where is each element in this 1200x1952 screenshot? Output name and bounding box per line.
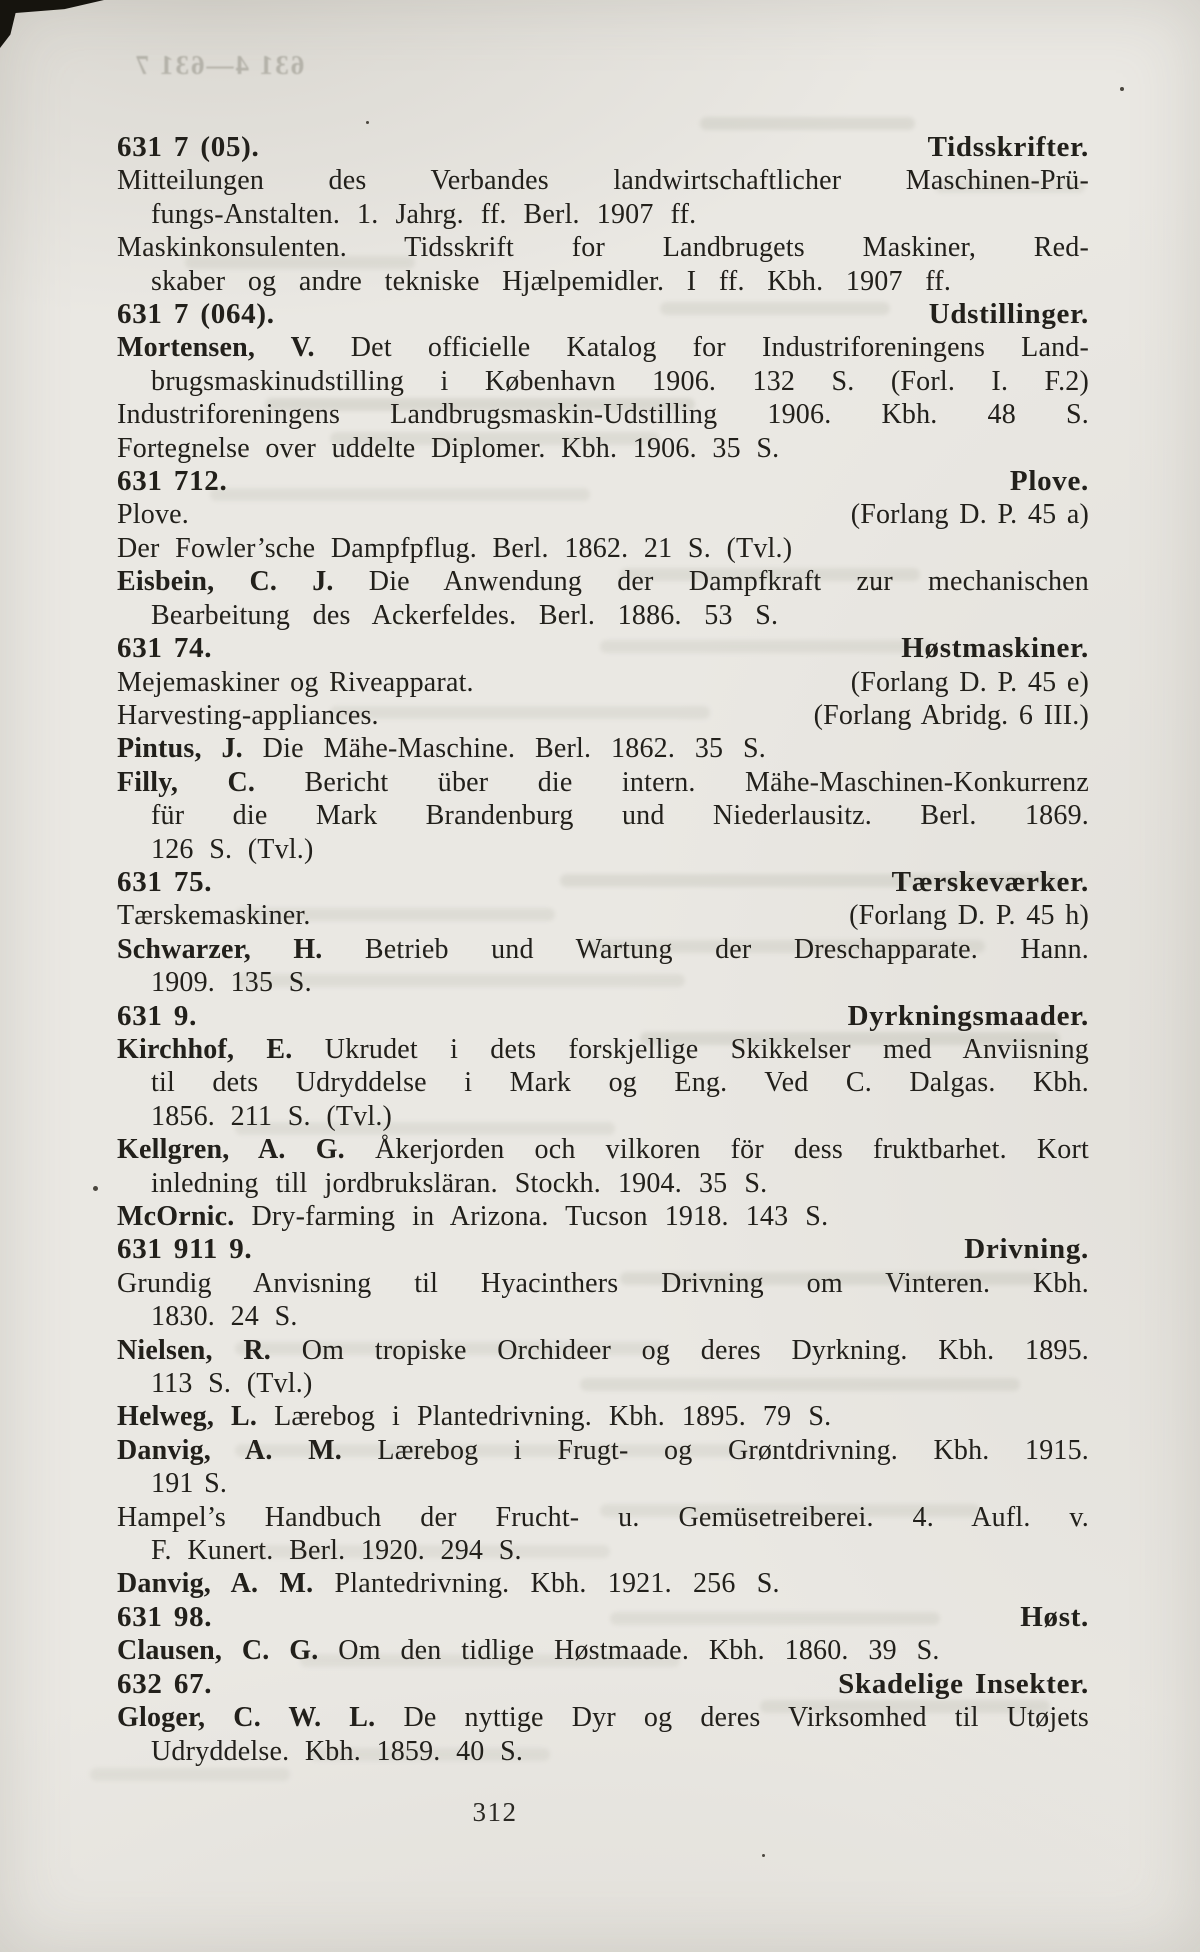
entry-text: Bericht über die intern. Mähe-Maschinen-Konkurrenz (304, 766, 1089, 798)
entry-text: Det officielle Katalog for Industriforeningens Land- (350, 332, 1089, 364)
entry-line (117, 799, 1089, 832)
cross-reference-row (117, 666, 1089, 699)
bleedthrough-running-head: 631 4—631 7 (133, 50, 305, 80)
entry-line (117, 1267, 1089, 1300)
shelf-reference: (Forlang D. P. 45 a) (850, 499, 1089, 531)
section-label: Udstillinger. (928, 298, 1089, 331)
author-name: Kellgren, A. G. (117, 1134, 345, 1166)
classification-number: 631 7 (064). (117, 298, 275, 331)
entry-text: Bearbeitung des Ackerfeldes. Berl. 1886. 53 S. (151, 599, 779, 631)
author-name: Pintus, J. (117, 733, 243, 765)
entry-text: Lærebog i Plantedrivning. Kbh. 1895. 79 S. (274, 1401, 832, 1433)
entry-line (117, 1033, 1089, 1066)
classification-number: 632 67. (117, 1667, 213, 1700)
entry-line (117, 365, 1089, 398)
section-heading-row (117, 1601, 1089, 1634)
entry-text: De nyttige Dyr og deres Virksomhed til Utøjets (403, 1702, 1090, 1734)
entry-line (117, 1735, 1089, 1768)
entry-line (117, 1701, 1089, 1734)
entry-text: Om den tidlige Høstmaade. Kbh. 1860. 39 S. (338, 1635, 940, 1667)
entry-line (117, 164, 1089, 197)
author-name: Helweg, L. (117, 1401, 258, 1433)
section-label: Drivning. (964, 1233, 1089, 1266)
section-label: Høstmaskiner. (901, 632, 1089, 665)
entry-line (117, 198, 1089, 231)
author-name: Danvig, A. M. (117, 1568, 314, 1600)
cross-reference-row (117, 699, 1089, 732)
entry-text: Die Anwendung der Dampfkraft zur mechanischen (368, 566, 1089, 598)
entry-line (117, 1133, 1089, 1166)
entry-line (117, 1501, 1089, 1534)
entry-text: 1909. 135 S. (151, 967, 312, 999)
entry-text: Fortegnelse over uddelte Diplomer. Kbh. 1906. 35 S. (117, 432, 780, 464)
classification-number: 631 7 (05). (117, 131, 260, 163)
author-name: Mortensen, V. (117, 332, 315, 364)
entry-text: Die Mähe-Maschine. Berl. 1862. 35 S. (262, 733, 767, 765)
entry-text: Maskinkonsulenten. Tidsskrift for Landbrugets Maskiner, Red- (117, 232, 1089, 264)
entry-text: Hampel’s Handbuch der Frucht- u. Gemüsetreiberei. 4. Aufl. v. (117, 1501, 1089, 1533)
section-heading-row (117, 298, 1089, 331)
shelf-reference: (Forlang D. P. 45 h) (849, 900, 1089, 932)
entry-line (117, 231, 1089, 264)
section-heading-row (117, 465, 1089, 498)
entry-text: Plantedrivning. Kbh. 1921. 256 S. (334, 1568, 780, 1600)
entry-line (117, 1567, 1089, 1600)
entry-line (117, 565, 1089, 598)
section-heading-row (117, 632, 1089, 665)
section-label: Dyrkningsmaader. (847, 999, 1089, 1032)
entry-text: Industriforeningens Landbrugsmaskin-Udstilling 1906. Kbh. 48 S. (117, 399, 1089, 431)
classification-number: 631 712. (117, 465, 228, 498)
entry-line (117, 1467, 1089, 1500)
section-label: Plove. (1009, 465, 1089, 498)
entry-text: fungs-Anstalten. 1. Jahrg. ff. Berl. 1907 ff. (151, 198, 697, 230)
entry-line (117, 599, 1089, 632)
author-name: Gloger, C. W. L. (117, 1702, 376, 1734)
entry-line (117, 1367, 1089, 1400)
entry-line (117, 1200, 1089, 1233)
entry-text: Om tropiske Orchideer og deres Dyrkning. Kbh. 1895. (301, 1334, 1090, 1366)
section-label: Tidsskrifter. (927, 131, 1089, 163)
entry-text: Mitteilungen des Verbandes landwirtschaftlicher Maschinen-Prü- (117, 165, 1089, 197)
page-number: 312 (472, 1797, 518, 1827)
subject-term: Plove. (117, 499, 189, 531)
entry-line (117, 966, 1089, 999)
author-name: Nielsen, R. (117, 1334, 272, 1366)
entry-text: 113 S. (Tvl.) (151, 1368, 313, 1400)
entry-line (117, 1066, 1089, 1099)
section-heading-row (117, 131, 1089, 164)
entry-text: Grundig Anvisning til Hyacinthers Drivning om Vinteren. Kbh. (117, 1267, 1089, 1299)
entry-text: Dry-farming in Arizona. Tucson 1918. 143 S. (251, 1201, 829, 1232)
entry-line (117, 833, 1089, 866)
section-label: Høst. (1020, 1600, 1089, 1633)
author-name: Danvig, A. M. (117, 1434, 342, 1466)
entry-text: F. Kunert. Berl. 1920. 294 S. (151, 1535, 522, 1567)
scan-corner-artifact (0, 0, 104, 48)
subject-term: Mejemaskiner og Riveapparat. (117, 666, 474, 698)
subject-term: Harvesting-appliances. (117, 699, 379, 731)
entry-text: Der Fowler’sche Dampfpflug. Berl. 1862. 21 S. (Tvl.) (117, 532, 793, 564)
entry-line (117, 1300, 1089, 1333)
entry-line (117, 265, 1089, 298)
entry-text: til dets Udryddelse i Mark og Eng. Ved C. Dalgas. Kbh. (151, 1067, 1089, 1099)
author-name: McOrnic. (117, 1201, 235, 1232)
entry-line (117, 1634, 1089, 1667)
section-heading-row (117, 1668, 1089, 1701)
entry-line (117, 432, 1089, 465)
entry-line (117, 532, 1089, 565)
entry-text: skaber og andre tekniske Hjælpemidler. I ff. Kbh. 1907 ff. (151, 265, 952, 297)
cross-reference-row (117, 498, 1089, 531)
author-name: Kirchhof, E. (117, 1033, 293, 1065)
entry-line (117, 331, 1089, 364)
author-name: Eisbein, C. J. (117, 566, 334, 598)
entry-line (117, 1167, 1089, 1200)
entry-text: Lærebog i Frugt- og Grøntdrivning. Kbh. 1915. (377, 1434, 1090, 1466)
bibliography-text (117, 131, 1089, 1768)
section-heading-row (117, 866, 1089, 899)
entry-text: Udryddelse. Kbh. 1859. 40 S. (151, 1735, 524, 1767)
entry-text: 126 S. (Tvl.) (151, 833, 314, 865)
classification-number: 631 75. (117, 865, 213, 898)
section-heading-row (117, 1233, 1089, 1266)
entry-line (117, 1534, 1089, 1567)
entry-line (117, 1100, 1089, 1133)
entry-line (117, 1434, 1089, 1467)
entry-text: brugsmaskinudstilling i København 1906. 132 S. (Forl. I. F.2) (151, 365, 1089, 397)
section-heading-row (117, 1000, 1089, 1033)
entry-text: Betrieb und Wartung der Dreschapparate. Hann. (364, 933, 1089, 965)
classification-number: 631 911 9. (117, 1233, 253, 1266)
entry-text: 1856. 211 S. (Tvl.) (151, 1100, 393, 1132)
section-label: Tærskeværker. (891, 865, 1089, 898)
classification-number: 631 9. (117, 999, 198, 1032)
author-name: Clausen, C. G. (117, 1635, 319, 1667)
entry-text: Ukrudet i dets forskjellige Skikkelser med Anviisning (324, 1033, 1089, 1065)
entry-line (117, 398, 1089, 431)
section-label: Skadelige Insekter. (838, 1667, 1089, 1700)
entry-line (117, 1334, 1089, 1367)
subject-term: Tærskemaskiner. (117, 900, 311, 932)
shelf-reference: (Forlang D. P. 45 e) (850, 666, 1089, 698)
entry-line (117, 1400, 1089, 1433)
author-name: Schwarzer, H. (117, 933, 323, 965)
classification-number: 631 74. (117, 632, 213, 665)
entry-line (117, 766, 1089, 799)
cross-reference-row (117, 899, 1089, 932)
entry-text: inledning till jordbruksläran. Stockh. 1904. 35 S. (151, 1167, 768, 1199)
entry-text: 1830. 24 S. (151, 1301, 298, 1333)
author-name: Filly, C. (117, 766, 256, 798)
entry-text: Åkerjorden och vilkoren för dess fruktbarhet. Kort (374, 1134, 1090, 1166)
entry-line (117, 933, 1089, 966)
shelf-reference: (Forlang Abridg. 6 III.) (813, 699, 1089, 731)
entry-text: für die Mark Brandenburg und Niederlausitz. Berl. 1869. (151, 800, 1089, 832)
entry-text: 191 S. (151, 1468, 228, 1500)
entry-line (117, 732, 1089, 765)
classification-number: 631 98. (117, 1600, 213, 1633)
